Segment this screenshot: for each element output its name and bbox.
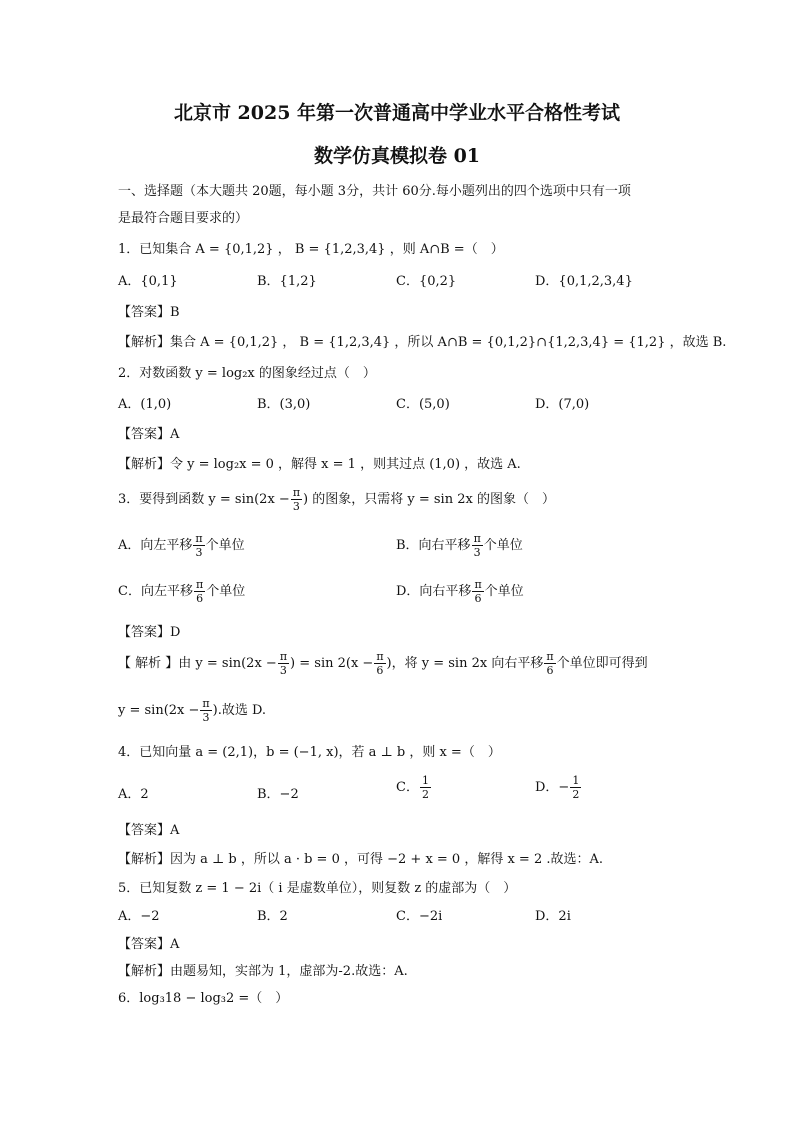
- q3-option-b: [396, 532, 523, 559]
- option-fraction: [420, 774, 431, 801]
- fraction-denominator: 3: [202, 711, 210, 724]
- q5-option-a: A．−2: [118, 909, 160, 924]
- q3-option-c: [118, 578, 245, 605]
- fraction-numerator: π: [292, 486, 301, 499]
- fraction-numerator: π: [546, 650, 554, 663]
- option-fraction: [570, 774, 581, 801]
- analysis-text: )，将 y = sin 2x 向右平移: [386, 656, 544, 671]
- fraction-denominator: 2: [572, 788, 580, 801]
- q3-option-d: [396, 578, 524, 605]
- q2-analysis: 【解析】令 y = log₂x = 0 ，解得 x = 1 ，则其过点 (1,0) ，故选 A.: [118, 457, 521, 472]
- option-text: A．向左平移: [118, 538, 193, 553]
- q3-analysis-line2: [118, 697, 266, 724]
- fraction-denominator: 6: [376, 664, 384, 677]
- q6-stem: 6．log₃18 − log₃2 =（ ）: [118, 991, 289, 1006]
- option-text-post: 个单位: [206, 584, 246, 599]
- option-fraction: [472, 578, 483, 605]
- q2-answer: 【答案】A: [118, 427, 180, 442]
- q3-option-a: [118, 532, 245, 559]
- analysis-text: ) = sin 2(x −: [290, 656, 374, 671]
- fraction-denominator: 6: [196, 592, 204, 605]
- fraction-numerator: π: [195, 532, 203, 545]
- q2-option-c: C．(5,0): [396, 397, 450, 412]
- q1-answer: 【答案】B: [118, 305, 180, 320]
- analysis-text: 个单位即可得到: [556, 656, 648, 671]
- fraction-numerator: 1: [421, 774, 429, 787]
- q2-stem: 2．对数函数 y = log₂x 的图象经过点（ ）: [118, 366, 376, 381]
- fraction-denominator: 3: [292, 500, 300, 513]
- q3-answer: 【答案】D: [118, 625, 181, 640]
- q3-stem: [118, 486, 555, 513]
- fraction-denominator: 2: [421, 788, 429, 801]
- q5-stem: 5．已知复数 z = 1 − 2i（ i 是虚数单位），则复数 z 的虚部为（ ）: [118, 881, 517, 896]
- fraction-numerator: π: [202, 697, 210, 710]
- exam-title: 北京市 2025 年第一次普通高中学业水平合格性考试: [173, 102, 621, 124]
- q5-option-d: D．2i: [535, 909, 571, 924]
- section-heading-line1: 一、选择题（本大题共 20题，每小题 3分，共计 60分.每小题列出的四个选项中只有一项: [118, 184, 631, 199]
- analysis-text: y = sin(2x −: [118, 703, 200, 718]
- q2-option-a: A．(1,0): [118, 397, 172, 412]
- fraction-numerator: π: [376, 650, 384, 663]
- fraction-denominator: 6: [474, 592, 482, 605]
- analysis-text: 【 解析 】由 y = sin(2x −: [118, 656, 277, 671]
- option-text-post: 个单位: [483, 538, 523, 553]
- q3-analysis-line1: [118, 650, 648, 677]
- analysis-fraction: [278, 650, 289, 677]
- fraction-denominator: 3: [473, 546, 481, 559]
- q3-stem-pre: 3．要得到函数 y = sin(2x −: [118, 492, 290, 507]
- option-fraction: [194, 578, 205, 605]
- fraction-numerator: π: [279, 650, 288, 663]
- option-text: D．−: [535, 780, 570, 795]
- option-text-post: 个单位: [205, 538, 245, 553]
- analysis-fraction: [544, 650, 555, 677]
- q4-option-c: [396, 774, 432, 801]
- q4-analysis: 【解析】因为 a ⊥ b ，所以 a · b = 0 ，可得 −2 + x = 0 ，解得 x = 2 .故选：A.: [118, 852, 604, 867]
- option-text: D．向右平移: [396, 584, 472, 599]
- q5-option-b: B．2: [257, 909, 288, 924]
- exam-subtitle: 数学仿真模拟卷 01: [313, 145, 481, 167]
- q3-stem-fraction: [291, 486, 302, 513]
- option-text: B．向右平移: [396, 538, 471, 553]
- q1-option-c: C．{0,2}: [396, 274, 457, 289]
- q3-stem-post: ) 的图象，只需将 y = sin 2x 的图象（ ）: [303, 492, 555, 507]
- analysis-fraction: [200, 697, 211, 724]
- section-heading-line2: 是最符合题目要求的）: [118, 211, 249, 226]
- option-text-post: 个单位: [484, 584, 524, 599]
- option-fraction: [193, 532, 204, 559]
- q1-option-b: B．{1,2}: [257, 274, 317, 289]
- q1-option-a: A．{0,1}: [118, 274, 178, 289]
- fraction-denominator: 3: [279, 664, 287, 677]
- fraction-numerator: π: [195, 578, 204, 591]
- q1-stem: 1．已知集合 A = {0,1,2} ， B = {1,2,3,4} ，则 A∩B =（ ）: [118, 242, 504, 257]
- fraction-denominator: 3: [195, 546, 203, 559]
- fraction-denominator: 6: [546, 664, 554, 677]
- q1-option-d: D．{0,1,2,3,4}: [535, 274, 633, 289]
- q4-option-a: A．2: [118, 787, 149, 802]
- fraction-numerator: 1: [572, 774, 580, 787]
- q5-analysis: 【解析】由题易知，实部为 1，虚部为-2.故选：A.: [118, 964, 408, 979]
- fraction-numerator: π: [473, 532, 481, 545]
- q5-option-c: C．−2i: [396, 909, 443, 924]
- fraction-numerator: π: [474, 578, 482, 591]
- q2-option-b: B．(3,0): [257, 397, 311, 412]
- q4-answer: 【答案】A: [118, 823, 180, 838]
- option-fraction: [472, 532, 483, 559]
- q4-stem: 4．已知向量 a = (2,1)，b = (−1, x)，若 a ⊥ b ，则 x =（ ）: [118, 745, 501, 760]
- option-text: C．向左平移: [118, 584, 193, 599]
- q4-option-b: B．−2: [257, 787, 299, 802]
- analysis-text: ).故选 D.: [212, 703, 267, 718]
- q1-analysis: 【解析】集合 A = {0,1,2} ， B = {1,2,3,4} ，所以 A∩B = {0,1,2}∩{1,2,3,4} = {1,2} ，故选 B.: [118, 335, 727, 350]
- q4-option-d: [535, 774, 582, 801]
- analysis-fraction: [374, 650, 385, 677]
- option-text: C．: [396, 780, 419, 795]
- q5-answer: 【答案】A: [118, 937, 180, 952]
- q2-option-d: D．(7,0): [535, 397, 590, 412]
